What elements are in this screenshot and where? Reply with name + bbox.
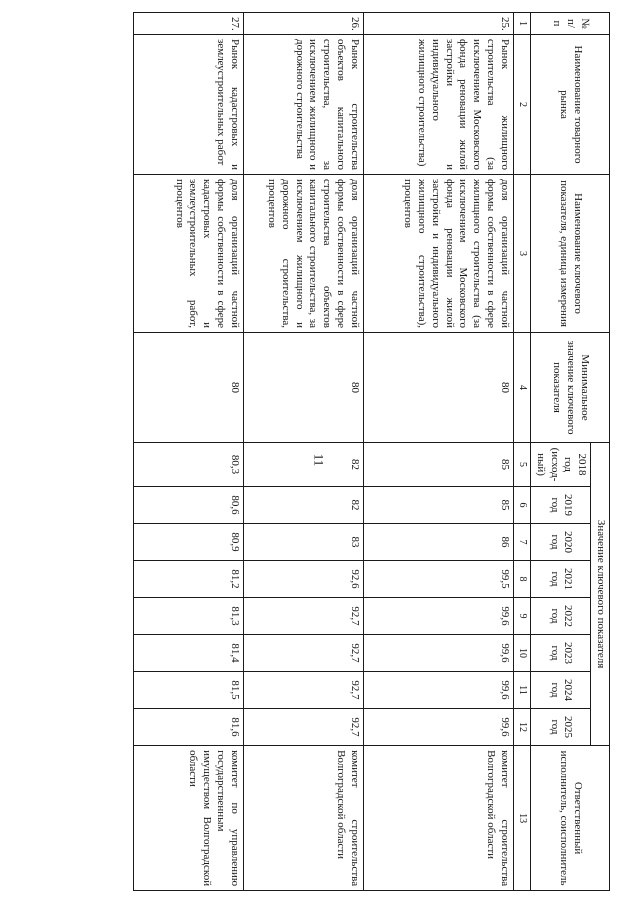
header-year: 2024 год xyxy=(531,672,591,709)
row-number: 26. xyxy=(243,13,363,35)
responsible-executor: комитет по управлению государственным имуществом Волгоградской области xyxy=(133,746,243,891)
responsible-executor: комитет строительства Волгоградской области xyxy=(243,746,363,891)
column-number: 9 xyxy=(513,598,531,635)
value-cell: 92,7 xyxy=(243,672,363,709)
header-year: 2022 год xyxy=(531,598,591,635)
value-cell: 86 xyxy=(363,524,513,561)
column-number: 8 xyxy=(513,561,531,598)
indicator-name: доля организаций частной формы собственности в сфере жилищного строительства (за исключением Московского фонда реновации жилой застройки и индивидуального жилищного строительства), процентов xyxy=(363,175,513,333)
value-cell: 92,6 xyxy=(243,561,363,598)
header-year: 2018 год (исход-ный) xyxy=(531,443,591,487)
minimum-value: 80 xyxy=(133,333,243,443)
value-cell: 99,6 xyxy=(363,672,513,709)
header-year: 2023 год xyxy=(531,635,591,672)
header-year: 2020 год xyxy=(531,524,591,561)
value-cell: 82 xyxy=(243,443,363,487)
header-values: Значение ключевого показателя xyxy=(591,443,610,746)
header-minimum: Минимальное значение ключевого показателя xyxy=(531,333,610,443)
header-year: 2021 год xyxy=(531,561,591,598)
rotated-sheet xyxy=(60,12,610,892)
value-cell: 81,6 xyxy=(133,709,243,746)
value-cell: 81,2 xyxy=(133,561,243,598)
market-name: Рынок строительства объектов капитального строительства, за исключением жилищного и дорожного строительства xyxy=(243,35,363,175)
responsible-executor: комитет строительства Волгоградской области xyxy=(363,746,513,891)
value-cell: 80,6 xyxy=(133,487,243,524)
header-year: 2025 год xyxy=(531,709,591,746)
column-number: 7 xyxy=(513,524,531,561)
key-indicators-table xyxy=(133,12,610,891)
indicator-name: доля организаций частной формы собственности в сфере строительства объектов капитального строительства, за исключением жилищного и дорожного строительства, процентов xyxy=(243,175,363,333)
column-number: 5 xyxy=(513,443,531,487)
column-number: 6 xyxy=(513,487,531,524)
header-market: Наименование товарного рынка xyxy=(531,35,610,175)
page-number: 11 xyxy=(311,453,327,467)
header-responsible: Ответственный исполнитель, соисполнитель xyxy=(531,746,610,891)
value-cell: 99,6 xyxy=(363,598,513,635)
market-name: Рынок жилищного строительства (за исключением Московского фонда реновации жилой застройки и индивидуального жилищного строительства) xyxy=(363,35,513,175)
column-numbers-row xyxy=(513,13,531,891)
header-indicator: Наименование ключевого показателя, единица измерения xyxy=(531,175,610,333)
row-number: 27. xyxy=(133,13,243,35)
value-cell: 92,7 xyxy=(243,598,363,635)
column-number: 13 xyxy=(513,746,531,891)
header-year: 2019 год xyxy=(531,487,591,524)
value-cell: 81,4 xyxy=(133,635,243,672)
market-name: Рынок кадастровых и землеустроительных работ xyxy=(133,35,243,175)
table-row xyxy=(363,13,513,891)
column-number: 2 xyxy=(513,35,531,175)
value-cell: 92,7 xyxy=(243,635,363,672)
value-cell: 82 xyxy=(243,487,363,524)
value-cell: 81,5 xyxy=(133,672,243,709)
header-row xyxy=(591,13,610,891)
value-cell: 99,6 xyxy=(363,709,513,746)
table-row xyxy=(133,13,243,891)
column-number: 4 xyxy=(513,333,531,443)
column-number: 1 xyxy=(513,13,531,35)
value-cell: 80,3 xyxy=(133,443,243,487)
value-cell: 85 xyxy=(363,487,513,524)
column-number: 3 xyxy=(513,175,531,333)
minimum-value: 80 xyxy=(243,333,363,443)
value-cell: 83 xyxy=(243,524,363,561)
value-cell: 81,3 xyxy=(133,598,243,635)
value-cell: 92,7 xyxy=(243,709,363,746)
value-cell: 99,6 xyxy=(363,635,513,672)
column-number: 10 xyxy=(513,635,531,672)
indicator-name: доля организаций частной формы собственности в сфере кадастровых и землеустроительных работ, процентов xyxy=(133,175,243,333)
header-number: № п/п xyxy=(531,13,610,35)
column-number: 11 xyxy=(513,672,531,709)
row-number: 25. xyxy=(363,13,513,35)
column-number: 12 xyxy=(513,709,531,746)
value-cell: 85 xyxy=(363,443,513,487)
table-row xyxy=(243,13,363,891)
value-cell: 80,9 xyxy=(133,524,243,561)
value-cell: 99,5 xyxy=(363,561,513,598)
minimum-value: 80 xyxy=(363,333,513,443)
